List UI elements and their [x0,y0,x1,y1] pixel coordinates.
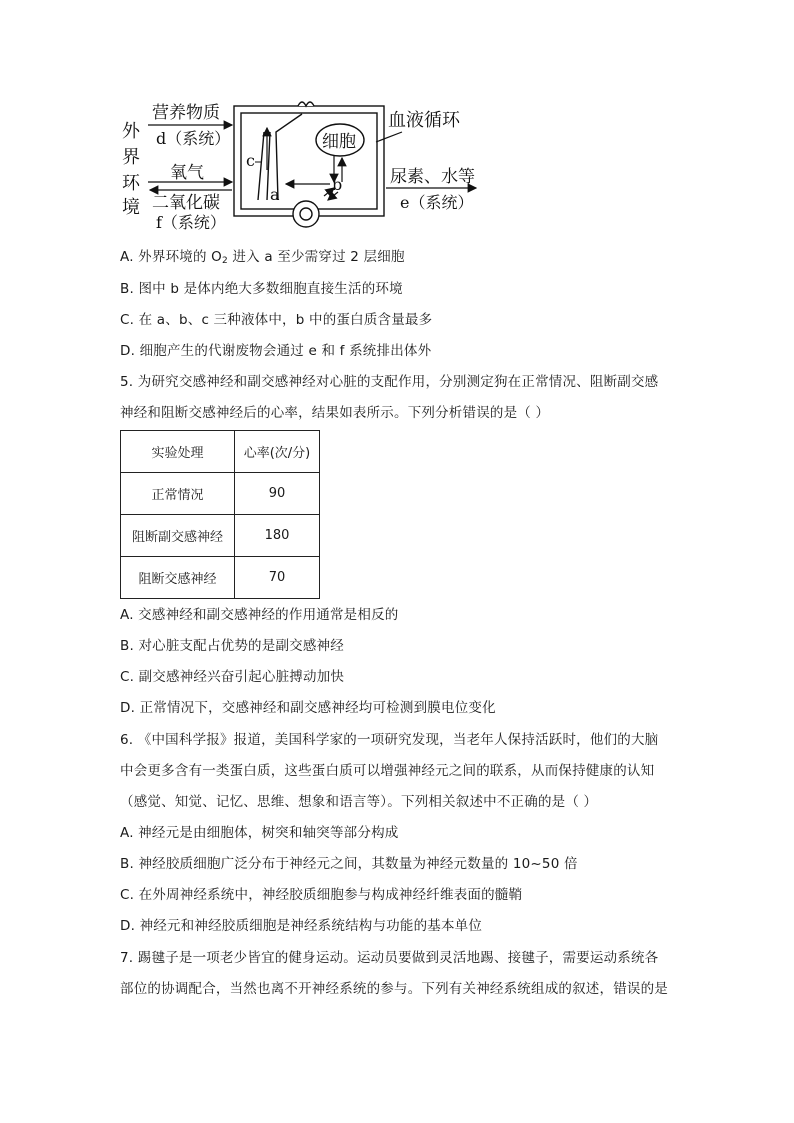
q7-stem-line2: 部位的协调配合，当然也离不开神经系统的参与。下列有关神经系统组成的叙述，错误的是 [120,981,668,997]
table-cell: 90 [235,473,320,515]
heart-rate-table [120,430,320,599]
e-system-label: e（系统） [400,193,474,212]
q5-option-c: C. 副交感神经兴奋引起心脏搏动加快 [120,669,345,685]
q5-stem-line1: 5. 为研究交感神经和副交感神经对心脏的支配作用，分别测定狗在正常情况、阻断副交感 [120,374,659,390]
table-cell: 阻断副交感神经 [121,515,235,557]
q4-option-c: C. 在 a、b、c 三种液体中，b 中的蛋白质含量最多 [120,312,433,328]
q6-option-d: D. 神经元和神经胶质细胞是神经系统结构与功能的基本单位 [120,918,483,934]
q7-stem-line1: 7. 踢毽子是一项老少皆宜的健身运动。运动员要做到灵活地踢、接毽子，需要运动系统各 [120,950,659,966]
q4-option-b: B. 图中 b 是体内绝大多数细胞直接生活的环境 [120,281,403,297]
co2-label: 二氧化碳 [152,193,220,213]
nutrients-label: 营养物质 [152,103,220,123]
q6-option-a: A. 神经元是由细胞体，树突和轴突等部分构成 [120,825,399,841]
q5-stem-line2: 神经和阻断交感神经后的心率，结果如表所示。下列分析错误的是（ ） [120,405,550,421]
q4-option-d: D. 细胞产生的代谢废物会通过 e 和 f 系统排出体外 [120,343,432,359]
oxygen-label: 氧气 [170,163,204,183]
d-system-label: d（系统） [156,129,231,148]
q6-stem-line1: 6. 《中国科学报》报道，美国科学家的一项研究发现，当老年人保持活跃时，他们的大脑 [120,732,659,748]
table-row [121,557,320,599]
body-fluid-diagram [118,92,498,232]
q5-option-a: A. 交感神经和副交感神经的作用通常是相反的 [120,607,399,623]
urine-label: 尿素、水等 [390,167,475,187]
table-header-cell: 实验处理 [121,431,235,473]
table-cell: 70 [235,557,320,599]
q5-option-d: D. 正常情况下，交感神经和副交感神经均可检测到膜电位变化 [120,700,496,716]
q4-option-a: A. 外界环境的 $O_2$ 进入 a 至少需穿过 2 层细胞 [120,249,405,266]
label-b: b [332,175,343,194]
outer-box [234,106,384,216]
lymph-vessel [258,132,270,200]
blood-circulation-label: 血液循环 [388,110,460,131]
cell-label: 细胞 [322,132,356,152]
label-c: c [246,151,255,170]
q6-option-b: B. 神经胶质细胞广泛分布于神经元之间，其数量为神经元数量的 10~50 倍 [120,856,578,872]
table-cell: 180 [235,515,320,557]
outside-char-4: 境 [122,197,140,218]
q6-stem-line3: （感觉、知觉、记忆、思维、想象和语言等）。下列相关叙述中不正确的是（ ） [120,794,598,810]
table-header-row [121,431,320,473]
f-system-label: f（系统） [156,213,226,232]
q6-stem-line2: 中会更多含有一类蛋白质，这些蛋白质可以增强神经元之间的联系，从而保持健康的认知 [120,763,655,779]
label-a: a [270,185,280,204]
table-cell: 阻断交感神经 [121,557,235,599]
table-cell: 正常情况 [121,473,235,515]
q5-option-b: B. 对心脏支配占优势的是副交感神经 [120,638,344,654]
table-row [121,515,320,557]
outside-char-3: 环 [122,173,140,194]
table-row [121,473,320,515]
outside-char-2: 界 [122,147,140,168]
outside-char-1: 外 [122,121,140,142]
q6-option-c: C. 在外周神经系统中，神经胶质细胞参与构成神经纤维表面的髓鞘 [120,887,523,903]
table-header-cell: 心率(次/分) [235,431,320,473]
